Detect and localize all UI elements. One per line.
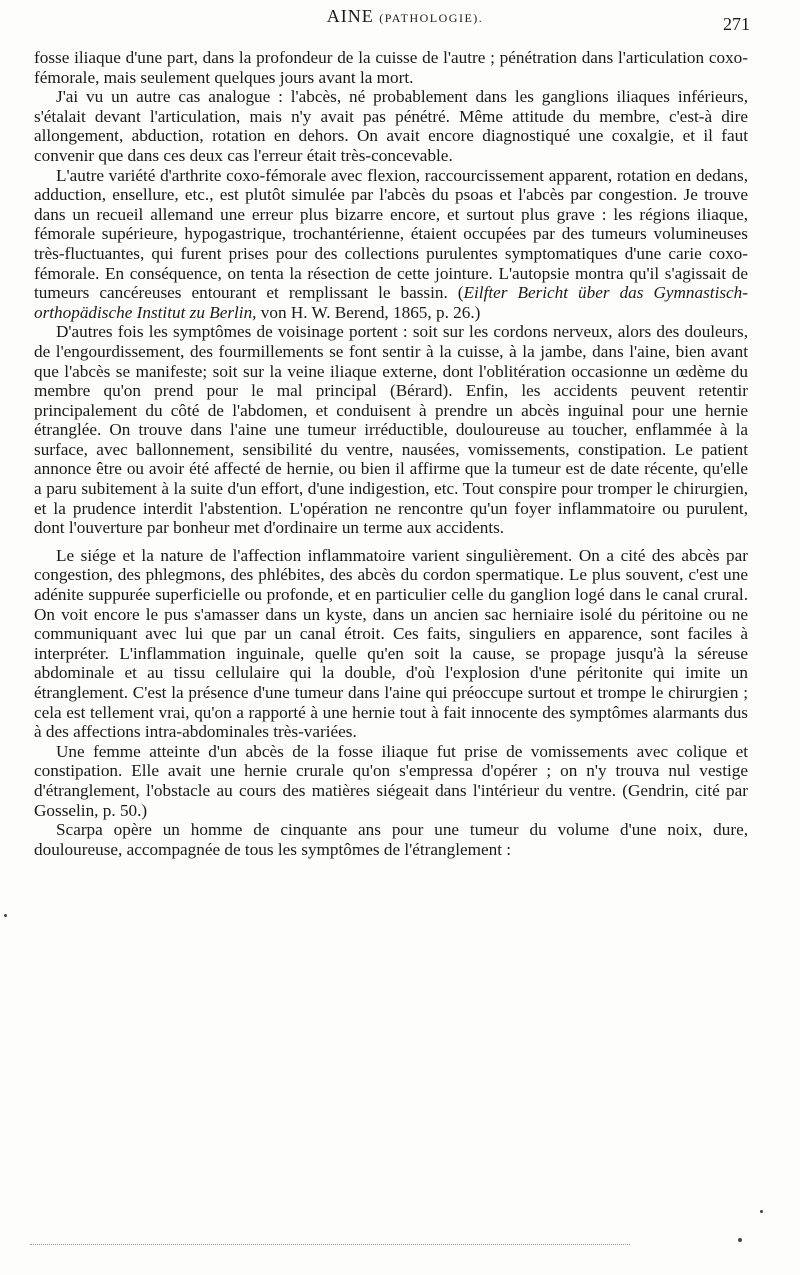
ink-speck (760, 1210, 763, 1213)
body-text (34, 48, 748, 859)
page-number: 271 (723, 14, 750, 34)
running-title (60, 6, 750, 27)
paragraph: Scarpa opère un homme de cinquante ans pour une tumeur du volume d'une noix, dure, douloureuse, accompagnée de tous les symptômes de l'étranglement : (34, 820, 748, 859)
paragraph-continuation: fosse iliaque d'une part, dans la profondeur de la cuisse de l'autre ; pénétration dans l'articulation coxo-fémorale, mais seulement quelques jours avant la mort. (34, 48, 748, 87)
paragraph-with-citation (34, 166, 748, 323)
running-title-sub: (PATHOLOGIE). (379, 11, 484, 25)
paragraph: Une femme atteinte d'un abcès de la fosse iliaque fut prise de vomissements avec colique et constipation. Elle avait une hernie crurale qu'on s'empressa d'opérer ; on n'y trouva nul vestige d'étranglement, l'obstacle au cours des matières siégeait dans l'intérieur du ventre. (Gendrin, cité par Gosselin, p. 50.) (34, 741, 748, 820)
paragraph-text: L'autre variété d'arthrite coxo-fémorale avec flexion, raccourcissement apparent, rotation en dedans, adduction, ensellure, etc., est plutôt simulée par l'abcès du psoas et l'abcès par congestion. Je trouve dans un recueil allemand une erreur plus bizarre encore, et surtout plus grave : les régions iliaque, fémorale supérieure, hypogastrique, trochantérienne, étaient occupées par des tumeurs volumineuses très-fluctuantes, qui furent prises pour des collections purulentes symptomatiques d'une carie coxo-fémorale. En conséquence, on tenta la résection de cette jointure. L'autopsie montra qu'il s'agissait de tumeurs cancéreuses entourant et remplissant le bassin. ( (34, 165, 748, 303)
citation-details: von H. W. Berend, 1865, p. 26.) (256, 302, 481, 322)
running-head (60, 6, 750, 36)
citation-title: Eilfter Bericht über das Gymnastisch-orthopädische Institut zu Berlin, (34, 283, 748, 322)
paragraph: J'ai vu un autre cas analogue : l'abcès, né probablement dans les ganglions iliaques inférieurs, s'étalait devant l'articulation, mais n'y avait pas pénétré. Même attitude du membre, c'est-à dire allongement, abduction, rotation en dehors. On avait encore diagnostiqué une coxalgie, et il faut convenir que dans ces deux cas l'erreur était très-concevable. (34, 87, 748, 165)
ink-speck (738, 1238, 742, 1242)
running-title-main: AINE (326, 6, 374, 26)
paragraph: D'autres fois les symptômes de voisinage portent : soit sur les cordons nerveux, alors des douleurs, de l'engourdissement, des fourmillements se font sentir à la cuisse, à la jambe, dans l'aine, bien avant que l'abcès se manifeste; soit sur la veine iliaque externe, dont l'oblitération occasionne un œdème du membre qu'on prend pour le mal principal (Bérard). Enfin, les accidents peuvent retentir principalement du côté de l'abdomen, et conduisent à prendre un abcès inguinal pour une hernie étranglée. On trouve dans l'aine une tumeur irréductible, douloureuse au toucher, enflammée à la surface, avec ballonnement, sensibilité du ventre, nausées, vomissements, constipation. Le patient annonce être ou avoir été affecté de hernie, ou bien il affirme que la tumeur est de date récente, qu'elle a paru subitement à la suite d'un effort, d'une indigestion, etc. Tout conspire pour tromper le chirurgien, et la prudence interdit l'abstention. L'opération ne rencontre qu'un foyer inflammatoire ou purulent, dont l'ouverture par bonheur met d'ordinaire un terme aux accidents. (34, 322, 748, 538)
ink-speck (4, 914, 7, 917)
footer-rule (30, 1244, 630, 1245)
paragraph: Le siége et la nature de l'affection inflammatoire varient singulièrement. On a cité des abcès par congestion, des phlegmons, des phlébites, des abcès du cordon spermatique. Le plus souvent, c'est une adénite suppurée superficielle ou profonde, et en particulier celle du ganglion logé dans le canal crural. On voit encore le pus s'amasser dans un kyste, dans un ancien sac herniaire isolé du péritoine ou ne communiquant avec lui que par un canal étroit. Ces faits, singuliers en apparence, sont faciles à interpréter. L'inflammation inguinale, quelle qu'en soit la cause, se propage jusqu'à la séreuse abdominale et au tissu cellulaire qui la double, d'où l'explosion d'une péritonite qui imite un étranglement. C'est la présence d'une tumeur dans l'aine qui préoccupe surtout et trompe le chirurgien ; cela est tellement vrai, qu'on a rapporté à une hernie tout à fait innocente des symptômes alarmants dus à des affections intra-abdominales très-variées. (34, 545, 748, 742)
